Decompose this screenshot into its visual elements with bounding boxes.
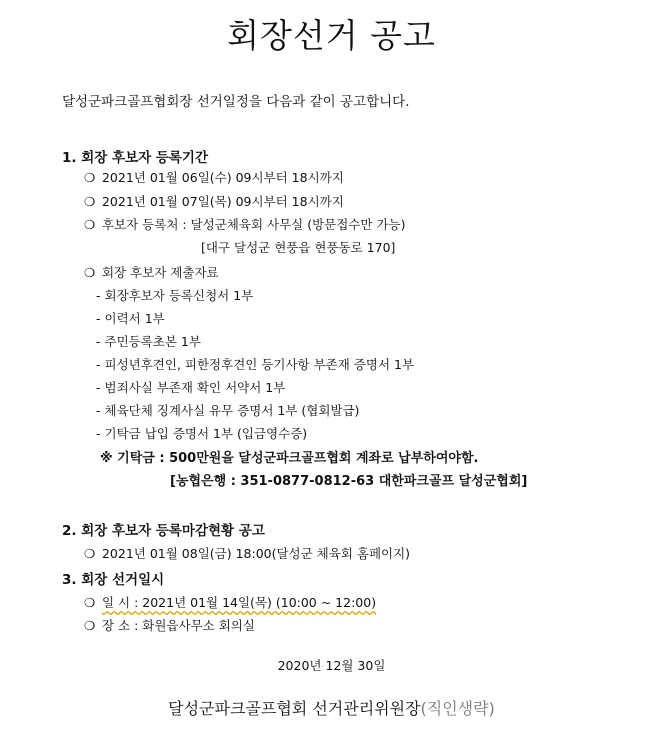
registration-office: ❍ 후보자 등록처 : 달성군체육회 사무실 (방문접수만 가능) <box>84 217 406 232</box>
dash-icon: - <box>96 311 101 326</box>
section-2-heading: 2. 회장 후보자 등록마감현황 공고 <box>62 523 265 539</box>
document-item: - 회장후보자 등록신청서 1부 <box>96 288 254 303</box>
deposit-note: ※ 기탁금 : 500만원을 달성군파크골프협회 계좌로 납부하여야함. <box>100 451 479 466</box>
bullet-circle-icon: ❍ <box>84 595 96 610</box>
section-3-heading: 3. 회장 선거일시 <box>62 572 165 588</box>
document-item: - 체육단체 징계사실 유무 증명서 1부 (협회발급) <box>96 403 360 418</box>
bullet-circle-icon: ❍ <box>84 217 96 232</box>
document-item: - 범죄사실 부존재 확인 서약서 1부 <box>96 380 286 395</box>
bullet-circle-icon: ❍ <box>84 170 96 185</box>
notice-date: 2020년 12월 30일 <box>277 658 386 673</box>
registration-address: [대구 달성군 현풍읍 현풍동로 170] <box>201 240 396 255</box>
bank-account: [농협은행 : 351-0877-0812-63 대한파크골프 달성군협회] <box>170 474 528 489</box>
page-title: 회장선거 공고 <box>227 16 436 55</box>
registration-date-2: ❍ 2021년 01월 07일(목) 09시부터 18시까지 <box>84 194 344 209</box>
document-item: - 주민등록초본 1부 <box>96 334 201 349</box>
document-item: - 피성년후견인, 피한정후견인 등기사항 부존재 증명서 1부 <box>96 357 415 372</box>
dash-icon: - <box>96 334 101 349</box>
dash-icon: - <box>96 288 101 303</box>
seal-omitted: (직인생략) <box>420 699 495 718</box>
election-place: ❍ 장 소 : 화원읍사무소 회의실 <box>84 618 255 633</box>
dash-icon: - <box>96 380 101 395</box>
bullet-circle-icon: ❍ <box>84 194 96 209</box>
signer <box>0 696 663 719</box>
election-datetime: ❍ 일 시 : 2021년 01월 14일(목) (10:00 ~ 12:00) <box>84 595 377 610</box>
section-1-heading: 1. 회장 후보자 등록기간 <box>62 150 208 166</box>
deadline-announcement: ❍ 2021년 01월 08일(금) 18:00(달성군 체육회 홈페이지) <box>84 546 411 561</box>
registration-date-1: ❍ 2021년 01월 06일(수) 09시부터 18시까지 <box>84 170 344 185</box>
signer-name: 달성군파크골프협회 선거관리위원장 <box>168 699 421 718</box>
dash-icon: - <box>96 403 101 418</box>
dash-icon: - <box>96 357 101 372</box>
dash-icon: - <box>96 426 101 441</box>
intro-text: 달성군파크골프협회장 선거일정을 다음과 같이 공고합니다. <box>62 94 410 110</box>
bullet-circle-icon: ❍ <box>84 546 96 561</box>
documents-heading: ❍ 회장 후보자 제출자료 <box>84 265 219 280</box>
document-item: - 기탁금 납입 증명서 1부 (입금영수증) <box>96 426 308 441</box>
bullet-circle-icon: ❍ <box>84 265 96 280</box>
bullet-circle-icon: ❍ <box>84 618 96 633</box>
document-item: - 이력서 1부 <box>96 311 165 326</box>
